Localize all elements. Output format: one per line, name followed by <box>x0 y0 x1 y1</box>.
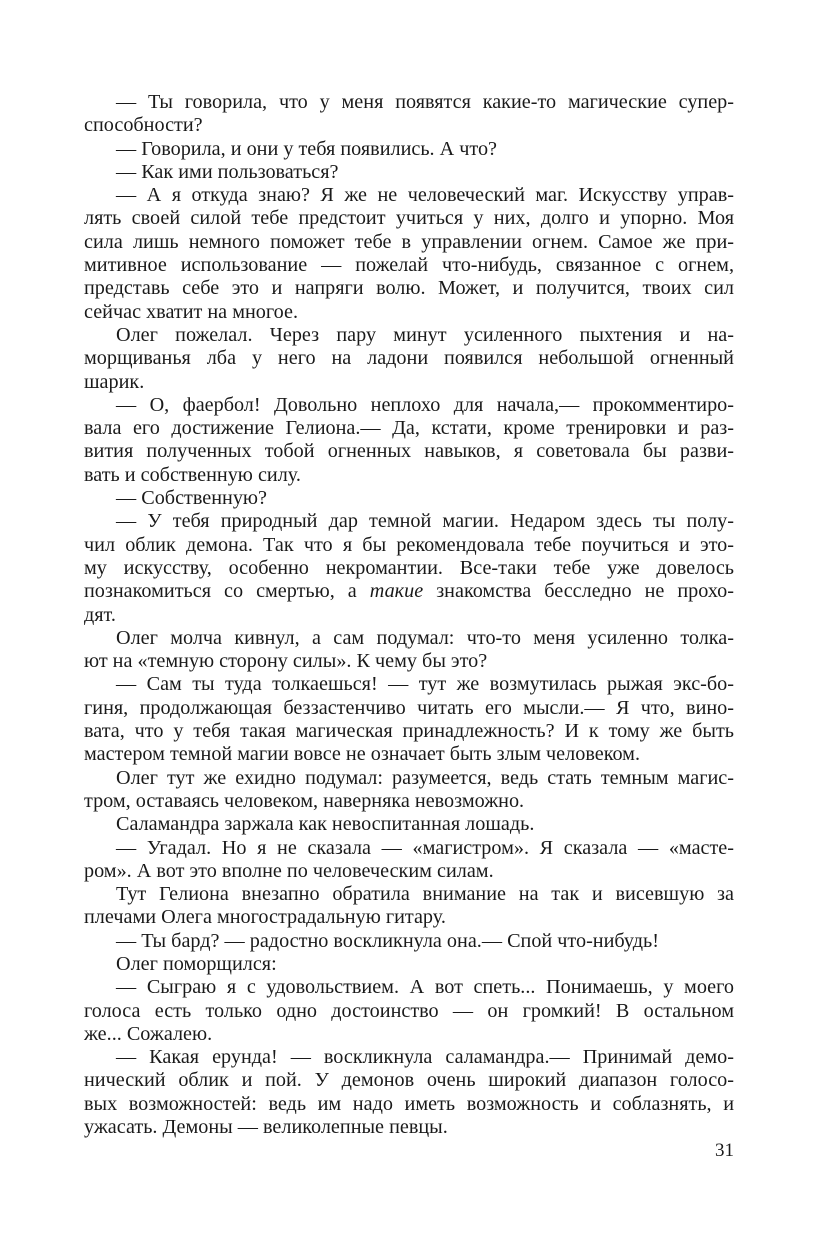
text-line: Саламандра заржала как невоспитанная лошадь. <box>116 813 535 836</box>
text-line: — Говорила, и они у тебя появились. А что? <box>116 137 498 160</box>
text-run: познакомиться со смертью, а <box>84 580 370 603</box>
text-line: же... Сожалею. <box>84 1022 213 1045</box>
text-line: шарик. <box>84 370 145 393</box>
text-line: — Собственную? <box>116 487 267 510</box>
text-line: гиня, продолжающая беззастенчиво читать его мысли.— Я что, вино- <box>84 696 734 719</box>
text-line: ют на «темную сторону силы». К чему бы это? <box>84 650 488 673</box>
page-number: 31 <box>715 1140 734 1161</box>
italic-emphasis: такие <box>369 580 424 603</box>
text-line: плечами Олега многострадальную гитару. <box>84 906 446 929</box>
text-line: — Угадал. Но я не сказала — «магистром». Я сказала — «масте- <box>116 836 734 859</box>
text-line: вых возможностей: ведь им надо иметь возможность и соблазнять, и <box>84 1092 734 1115</box>
text-line: Олег тут же ехидно подумал: разумеется, ведь стать темным магис- <box>116 766 734 789</box>
text-line: чил облик демона. Так что я бы рекомендовала тебе поучиться и это- <box>84 533 734 556</box>
text-line: — О, фаербол! Довольно неплохо для начала,— прокомментиро- <box>116 393 734 416</box>
text-line: вития полученных тобой огненных навыков, я советовала бы разви- <box>84 440 734 463</box>
text-line: му искусству, особенно некромантии. Все-таки тебе уже довелось <box>84 556 734 579</box>
text-line: — Ты говорила, что у меня появятся какие-то магические супер- <box>116 91 734 113</box>
text-line: — Сыграю я с удовольствием. А вот спеть... Понимаешь, у моего <box>116 976 734 999</box>
text-line: Олег поморщился: <box>116 952 277 975</box>
text-line: лять своей силой тебе предстоит учиться у них, долго и упорно. Моя <box>84 207 734 230</box>
text-line: нический облик и пой. У демонов очень широкий диапазон голосо- <box>84 1069 734 1092</box>
text-line: — Ты бард? — радостно воскликнула она.— Спой что-нибудь! <box>116 929 659 952</box>
text-line: вать и собственную силу. <box>84 463 301 486</box>
text-line: митивное использование — пожелай что-нибудь, связанное с огнем, <box>84 254 734 277</box>
text-line: — Как ими пользоваться? <box>116 160 339 183</box>
text-line: дят. <box>84 603 116 626</box>
text-line: Олег пожелал. Через пару минут усиленного пыхтения и на- <box>116 323 734 346</box>
text-line: способности? <box>84 114 203 137</box>
text-line: Олег молча кивнул, а сам подумал: что-то меня усиленно толка- <box>116 626 734 649</box>
text-line: сейчас хватит на многое. <box>84 300 298 323</box>
text-line: морщиванья лба у него на ладони появился небольшой огненный <box>84 347 734 370</box>
text-line: — У тебя природный дар темной магии. Недаром здесь ты полу- <box>116 510 734 533</box>
text-line: вата, что у тебя такая магическая принадлежность? И к тому же быть <box>84 720 734 743</box>
text-line: — Сам ты туда толкаешься! — тут же возмутилась рыжая экс-бо- <box>116 673 734 696</box>
text-line: голоса есть только одно достоинство — он громкий! В остальном <box>84 999 734 1022</box>
page-body-text <box>84 91 734 1139</box>
text-line: сила лишь немного поможет тебе в управлении огнем. Самое же при- <box>84 230 734 253</box>
text-line: Тут Гелиона внезапно обратила внимание на так и висевшую за <box>116 883 734 906</box>
text-line <box>84 580 734 603</box>
text-run: знакомства бесследно не прохо- <box>423 580 734 603</box>
text-line: ужасать. Демоны — великолепные певцы. <box>84 1116 448 1139</box>
text-line: представь себе это и напряги волю. Может, и получится, твоих сил <box>84 277 734 300</box>
text-line: — Какая ерунда! — воскликнула саламандра.— Принимай демо- <box>116 1046 734 1069</box>
text-line: тром, оставаясь человеком, наверняка невозможно. <box>84 789 525 812</box>
text-line: мастером темной магии вовсе не означает быть злым человеком. <box>84 743 641 766</box>
text-line: вала его достижение Гелиона.— Да, кстати, кроме тренировки и раз- <box>84 417 734 440</box>
text-line: ром». А вот это вполне по человеческим силам. <box>84 859 494 882</box>
text-line: — А я откуда знаю? Я же не человеческий маг. Искусству управ- <box>116 184 734 207</box>
